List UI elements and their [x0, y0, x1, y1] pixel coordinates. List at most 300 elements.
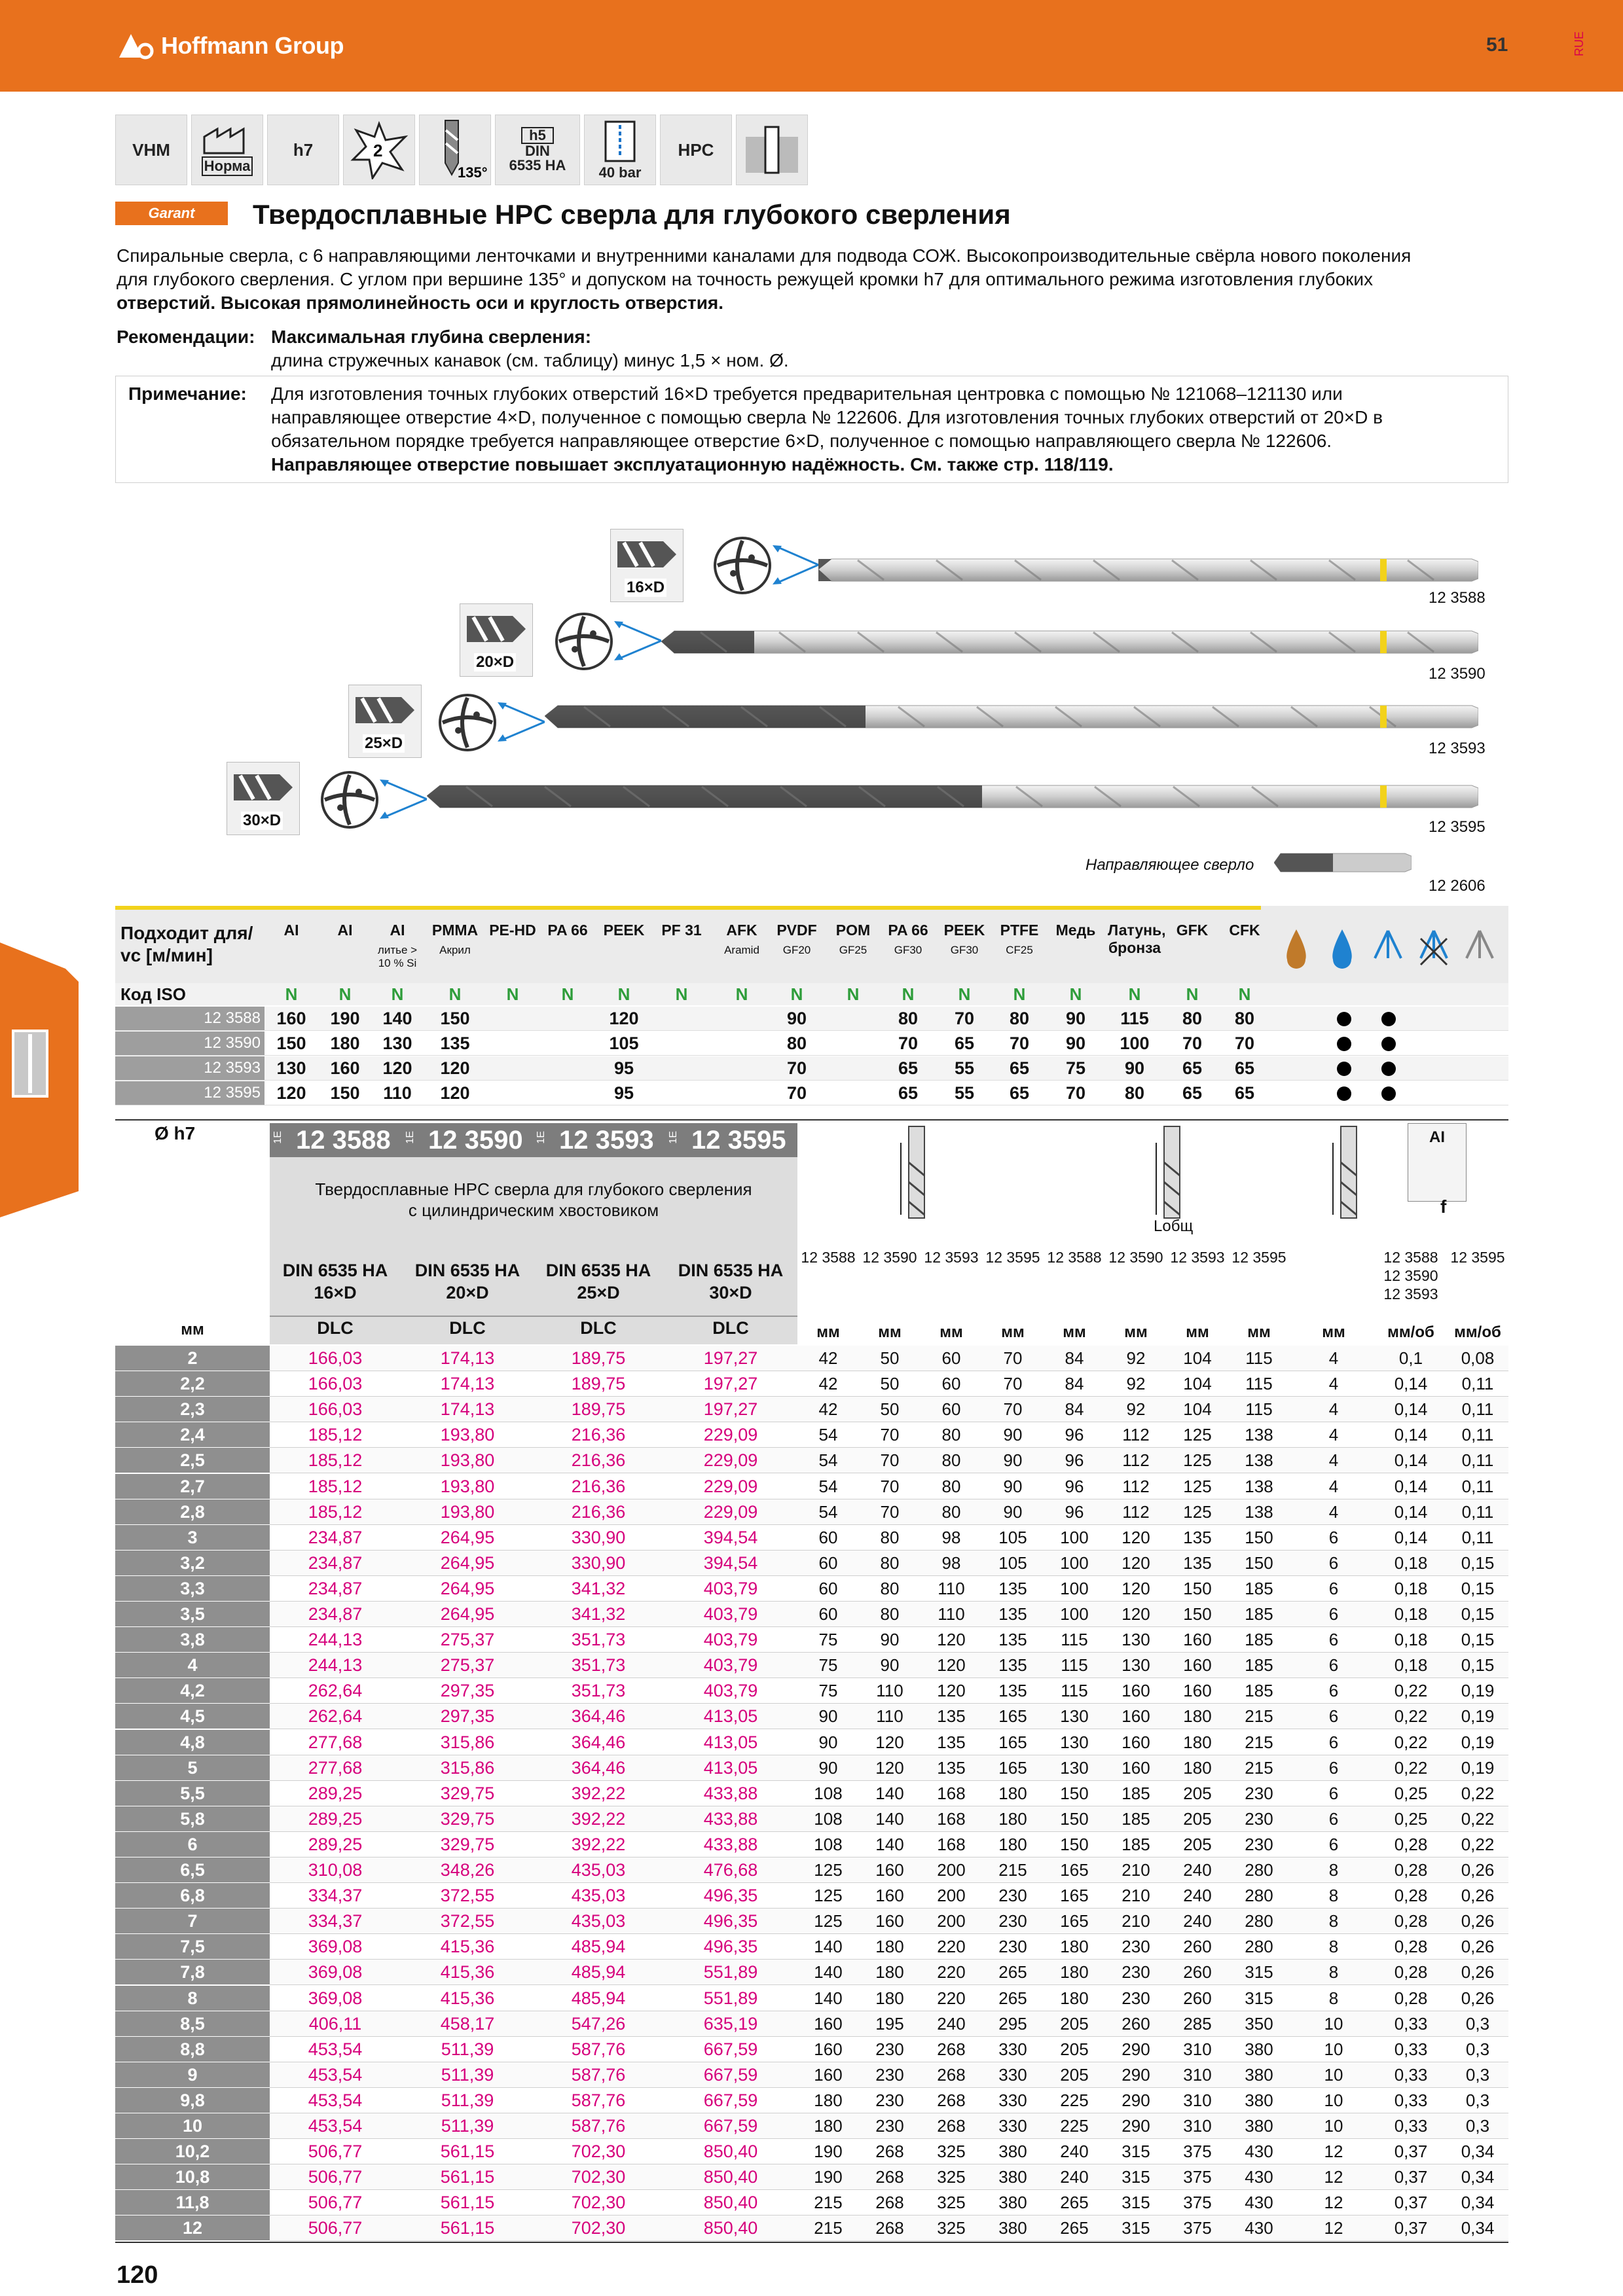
dimension-value: 230: [1122, 1937, 1150, 1957]
material-column-subheader: GF25: [839, 944, 867, 956]
dimension-value: 180: [875, 1962, 904, 1982]
vc-value: 70: [898, 1033, 919, 1053]
dimension-value: 150: [1183, 1578, 1212, 1598]
dimension-value: 0,22: [1394, 1732, 1428, 1752]
diameter-value: 8,5: [180, 2013, 205, 2034]
dimension-value: 90: [880, 1655, 900, 1676]
dimension-value: 90: [1003, 1450, 1023, 1471]
dimension-value: 6: [1328, 1630, 1339, 1650]
dimension-value: 215: [814, 2218, 843, 2238]
price-value: 435,03: [571, 1886, 626, 1906]
price-value: 561,15: [440, 2142, 495, 2162]
ratio-label: 30×D: [709, 1283, 752, 1302]
dimension-value: 185: [1245, 1681, 1273, 1701]
code-prefix: 1E: [536, 1131, 547, 1144]
dimension-value: 200: [937, 1860, 966, 1880]
dimension-value: 100: [1060, 1578, 1089, 1598]
dimension-value: 0,26: [1461, 1911, 1495, 1931]
dimension-value: 205: [1060, 2013, 1089, 2034]
dimension-value: 0,3: [1465, 2039, 1490, 2059]
dimension-value: 0,34: [1461, 2193, 1495, 2213]
dimension-value: 54: [818, 1501, 838, 1522]
material-column-header: PF 31: [661, 922, 702, 939]
price-value: 329,75: [440, 1834, 495, 1854]
dimension-value: 6: [1328, 1681, 1339, 1701]
suitable-dot: [1337, 1012, 1351, 1026]
dimension-value: 165: [1060, 1911, 1089, 1931]
price-value: 341,32: [571, 1578, 626, 1598]
vc-value: 65: [1009, 1083, 1030, 1103]
drill-body: [427, 779, 1478, 813]
dimension-value: 185: [1245, 1578, 1273, 1598]
dimension-value: 42: [818, 1399, 838, 1420]
drill-cross-section-icon: [437, 692, 498, 753]
price-value: 289,25: [308, 1783, 363, 1803]
dimension-value: 180: [998, 1808, 1027, 1829]
dimension-value: 125: [1183, 1501, 1212, 1522]
dimension-value: 8: [1328, 1988, 1339, 2008]
dimension-value: 180: [1183, 1757, 1212, 1778]
dimension-value: 165: [998, 1757, 1027, 1778]
dimension-value: 8: [1328, 1860, 1339, 1880]
language-code: RUE: [1573, 31, 1586, 57]
dimension-value: 185: [1122, 1783, 1150, 1803]
iso-code: N: [617, 984, 630, 1004]
dimension-value: 108: [814, 1834, 843, 1854]
dimension-value: 110: [938, 1578, 965, 1598]
dimension-value: 168: [937, 1834, 966, 1854]
dimension-value: 325: [937, 2218, 966, 2238]
dimension-value: 380: [998, 2193, 1027, 2213]
dimension-value: 112: [1122, 1476, 1150, 1496]
price-value: 392,22: [571, 1783, 626, 1803]
dimension-value: 140: [814, 1962, 843, 1982]
price-value: 635,19: [703, 2013, 758, 2034]
dimension-value: 375: [1183, 2218, 1212, 2238]
dimension-value: 0,26: [1461, 1886, 1495, 1906]
price-value: 394,54: [703, 1527, 758, 1547]
price-value: 551,89: [703, 1962, 758, 1982]
dimension-value: 230: [998, 1886, 1027, 1906]
suitable-dot: [1381, 1086, 1396, 1101]
price-value: 403,79: [703, 1655, 758, 1676]
table-top-line: [115, 1119, 1508, 1121]
dimension-value: 115: [1061, 1681, 1088, 1701]
dimension-value: 135: [1183, 1527, 1212, 1547]
vc-value: 150: [440, 1009, 470, 1028]
dimension-value: 315: [1245, 1988, 1273, 2008]
dimension-value: 230: [1122, 1988, 1150, 2008]
price-value: 453,54: [308, 2090, 363, 2110]
dimension-value: 315: [1122, 2218, 1150, 2238]
diameter-value: 2,7: [180, 1476, 205, 1496]
price-value: 315,86: [440, 1757, 495, 1778]
dimension-value: 10: [1324, 2090, 1343, 2110]
dimension-value: 0,19: [1461, 1706, 1495, 1727]
pilot-drill-code: 12 2606: [1429, 877, 1486, 895]
dimension-value: 0,22: [1461, 1808, 1495, 1829]
dimension-value: 0,26: [1461, 1988, 1495, 2008]
dimension-value: 130: [1060, 1732, 1089, 1752]
length-column-code: 12 3595: [1231, 1249, 1286, 1266]
dimension-value: 120: [937, 1681, 966, 1701]
dimension-value: 0,22: [1461, 1783, 1495, 1803]
dimension-value: 185: [1245, 1655, 1273, 1676]
dimension-value: 0,11: [1461, 1527, 1494, 1547]
dimension-value: 215: [1245, 1757, 1273, 1778]
product-code: 12 3595: [691, 1126, 786, 1155]
ratio-label: 25×D: [577, 1283, 620, 1302]
dimension-value: 138: [1245, 1501, 1273, 1522]
dimension-value: 220: [937, 1937, 966, 1957]
dimension-value: 54: [818, 1425, 838, 1445]
dimension-value: 70: [880, 1476, 900, 1496]
oil-drop-icon: [1277, 925, 1316, 971]
shank-din-icon: h5 DIN 6535 HA: [495, 115, 580, 185]
dimension-value: 230: [1245, 1808, 1273, 1829]
dimension-value: 375: [1183, 2193, 1212, 2213]
price-value: 369,08: [308, 1962, 363, 1982]
price-value: 234,87: [308, 1527, 363, 1547]
dimension-value: 380: [998, 2142, 1027, 2162]
price-value: 496,35: [703, 1937, 758, 1957]
dimension-value: 230: [875, 2090, 904, 2110]
dimension-value: 185: [1122, 1834, 1150, 1854]
unit-mmob: мм/об: [1387, 1323, 1434, 1341]
dimension-value: 140: [875, 1834, 904, 1854]
arrow-icon: [773, 542, 818, 588]
iso-code: N: [506, 984, 519, 1004]
dimension-value: 135: [998, 1578, 1027, 1598]
dimension-value: 430: [1245, 2142, 1273, 2162]
dimension-value: 310: [1183, 2090, 1212, 2110]
price-value: 234,87: [308, 1578, 363, 1598]
dimension-value: 92: [1126, 1374, 1146, 1394]
dimension-value: 430: [1245, 2193, 1273, 2213]
price-value: 216,36: [571, 1425, 626, 1445]
dimension-value: 135: [998, 1604, 1027, 1624]
iso-code: N: [735, 984, 748, 1004]
page-title: Твердосплавные HPC сверла для глубокого сверления: [253, 199, 1011, 230]
dimension-value: 115: [1061, 1630, 1088, 1650]
vc-value: 130: [382, 1033, 412, 1053]
dimension-value: 230: [875, 2116, 904, 2136]
dimension-value: 375: [1183, 2142, 1212, 2162]
dimension-value: 135: [937, 1732, 966, 1752]
price-value: 329,75: [440, 1808, 495, 1829]
dimension-value: 50: [880, 1348, 900, 1368]
suitable-dot: [1337, 1062, 1351, 1076]
iso-code: N: [1238, 984, 1251, 1004]
dimension-value: 180: [875, 1937, 904, 1957]
price-value: 453,54: [308, 2064, 363, 2085]
dimension-value: 75: [818, 1681, 838, 1701]
dimension-value: 185: [1245, 1630, 1273, 1650]
dimension-value: 140: [875, 1783, 904, 1803]
dimension-value: 160: [1122, 1681, 1150, 1701]
dimension-value: 125: [814, 1860, 843, 1880]
code-prefix: 1E: [405, 1131, 416, 1144]
price-value: 453,54: [308, 2116, 363, 2136]
dimension-value: 205: [1183, 1834, 1212, 1854]
price-value: 702,30: [571, 2142, 626, 2162]
price-value: 435,03: [571, 1911, 626, 1931]
unit-mm: мм: [1001, 1323, 1025, 1341]
price-value: 277,68: [308, 1757, 363, 1778]
brand-logo: [117, 31, 344, 60]
materials-label: Подходит для/: [120, 923, 253, 943]
dimension-value: 215: [1245, 1732, 1273, 1752]
dimension-value: 230: [998, 1937, 1027, 1957]
dimension-value: 350: [1245, 2013, 1273, 2034]
dimension-value: 280: [1245, 1937, 1273, 1957]
dimension-value: 130: [1122, 1630, 1150, 1650]
dimension-value: 110: [876, 1681, 903, 1701]
dimension-value: 0,25: [1394, 1783, 1428, 1803]
dimension-value: 4: [1328, 1476, 1339, 1496]
dimension-value: 0,11: [1461, 1450, 1494, 1471]
dimension-value: 0,11: [1461, 1374, 1494, 1394]
dimension-value: 268: [875, 2218, 904, 2238]
dimension-value: 0,28: [1394, 1834, 1428, 1854]
price-value: 289,25: [308, 1834, 363, 1854]
price-value: 403,79: [703, 1604, 758, 1624]
dimension-value: 84: [1065, 1348, 1084, 1368]
dimension-value: 190: [814, 2142, 843, 2162]
diameter-value: 4: [187, 1655, 198, 1676]
diameter-value: 3: [187, 1527, 198, 1547]
price-value: 392,22: [571, 1834, 626, 1854]
dimension-value: 210: [1122, 1886, 1150, 1906]
vc-value: 80: [1009, 1009, 1030, 1028]
dimension-value: 0,28: [1394, 1988, 1428, 2008]
din-label: DIN 6535 HA: [545, 1261, 651, 1280]
dimension-value: 42: [818, 1374, 838, 1394]
dimension-value: 92: [1126, 1348, 1146, 1368]
dimension-value: 168: [937, 1783, 966, 1803]
dimension-value: 165: [1060, 1886, 1089, 1906]
price-value: 485,94: [571, 1962, 626, 1982]
vc-value: 65: [1182, 1083, 1203, 1103]
dimension-value: 0,28: [1394, 1962, 1428, 1982]
dimension-value: 135: [998, 1681, 1027, 1701]
price-value: 351,73: [571, 1681, 626, 1701]
diameter-value: 10: [182, 2116, 203, 2136]
dimension-value: 240: [1060, 2142, 1089, 2162]
price-value: 216,36: [571, 1450, 626, 1471]
dimension-value: 260: [1183, 1937, 1212, 1957]
dimension-value: 185: [1122, 1808, 1150, 1829]
dimension-value: 165: [1060, 1860, 1089, 1880]
dimension-value: 98: [941, 1527, 961, 1547]
vc-value: 70: [954, 1009, 975, 1028]
dimension-value: 12: [1324, 2167, 1343, 2187]
dimension-value: 100: [1060, 1552, 1089, 1573]
dimension-value: 84: [1065, 1374, 1084, 1394]
dimension-value: 310: [1183, 2039, 1212, 2059]
dimension-value: 112: [1122, 1425, 1150, 1445]
dimension-value: 60: [818, 1527, 838, 1547]
dimension-value: 0,26: [1461, 1962, 1495, 1982]
diameter-value: 7,8: [180, 1962, 205, 1982]
norm-icon: Норма: [191, 115, 263, 185]
dimension-value: 240: [1060, 2167, 1089, 2187]
dimension-value: 70: [1003, 1348, 1023, 1368]
dimension-value: 125: [814, 1911, 843, 1931]
dimension-value: 130: [1122, 1655, 1150, 1676]
dimension-value: 380: [1245, 2064, 1273, 2085]
total-length-icon: [1152, 1123, 1192, 1221]
dimension-value: 0,22: [1461, 1834, 1495, 1854]
dimension-value: 115: [1245, 1374, 1273, 1394]
dimension-value: 80: [880, 1552, 900, 1573]
dimension-value: 240: [1183, 1886, 1212, 1906]
dimension-value: 0,18: [1394, 1578, 1428, 1598]
dimension-value: 100: [1060, 1604, 1089, 1624]
dimension-value: 180: [998, 1783, 1027, 1803]
dimension-value: 230: [1245, 1783, 1273, 1803]
vc-value: 150: [276, 1033, 306, 1053]
diameter-value: 4,5: [180, 1706, 205, 1727]
dimension-value: 325: [937, 2193, 966, 2213]
vc-value: 65: [954, 1033, 975, 1053]
dimension-value: 10: [1324, 2039, 1343, 2059]
table-bottom-line: [115, 2242, 1508, 2243]
dimension-value: 280: [1245, 1911, 1273, 1931]
dimension-value: 380: [998, 2167, 1027, 2187]
dimension-value: 105: [998, 1552, 1027, 1573]
product-code: 12 3590: [428, 1126, 523, 1155]
vc-value: 95: [613, 1058, 634, 1078]
price-value: 372,55: [440, 1886, 495, 1906]
price-value: 453,54: [308, 2039, 363, 2059]
vc-value: 90: [786, 1009, 807, 1028]
price-value: 310,08: [308, 1860, 363, 1880]
dimension-value: 260: [1183, 1962, 1212, 1982]
dimension-value: 315: [1122, 2167, 1150, 2187]
length-column-code: 12 3588: [801, 1249, 856, 1266]
page-number-top: 51: [1486, 34, 1508, 56]
price-value: 262,64: [308, 1706, 363, 1727]
dimension-value: 265: [998, 1988, 1027, 2008]
vc-value: 160: [330, 1058, 360, 1078]
material-column-subheader: литье > 10 % Si: [377, 944, 418, 969]
material-column-header: PA 66: [547, 922, 588, 939]
row-code: 12 3588: [204, 1009, 261, 1027]
price-value: 561,15: [440, 2218, 495, 2238]
dimension-value: 0,25: [1394, 1808, 1428, 1829]
dimension-value: 8: [1328, 1886, 1339, 1906]
price-value: 244,13: [308, 1630, 363, 1650]
row-code: 12 3593: [204, 1059, 261, 1077]
dimension-value: 60: [941, 1374, 961, 1394]
dimension-value: 120: [875, 1732, 904, 1752]
material-column-header: CFK: [1229, 922, 1260, 939]
price-value: 369,08: [308, 1937, 363, 1957]
price-value: 587,76: [571, 2090, 626, 2110]
price-value: 511,39: [441, 2039, 494, 2059]
dimension-value: 108: [814, 1783, 843, 1803]
dimension-value: 160: [875, 1860, 904, 1880]
dimension-value: 6: [1328, 1834, 1339, 1854]
dimension-value: 112: [1122, 1450, 1150, 1471]
dimension-value: 70: [880, 1425, 900, 1445]
price-value: 406,11: [308, 2013, 362, 2034]
price-value: 166,03: [308, 1348, 363, 1368]
dimension-value: 6: [1328, 1732, 1339, 1752]
dimension-value: 0,33: [1394, 2116, 1428, 2136]
material-column-subheader: GF30: [894, 944, 922, 956]
dimension-value: 6: [1328, 1552, 1339, 1573]
dimension-value: 0,28: [1394, 1886, 1428, 1906]
dimension-value: 80: [941, 1425, 961, 1445]
dimension-value: 0,33: [1394, 2090, 1428, 2110]
dimension-value: 54: [818, 1450, 838, 1471]
dimension-value: 140: [814, 1937, 843, 1957]
price-value: 458,17: [440, 2013, 495, 2034]
vc-value: 105: [609, 1033, 639, 1053]
unit-mm: мм: [1247, 1323, 1271, 1341]
vc-label: vc [м/мин]: [120, 945, 213, 965]
dimension-value: 70: [1003, 1399, 1023, 1420]
price-value: 297,35: [440, 1681, 495, 1701]
price-value: 277,68: [308, 1732, 363, 1752]
dimension-value: 4: [1328, 1374, 1339, 1394]
dimension-value: 0,28: [1394, 1860, 1428, 1880]
dimension-value: 120: [1122, 1552, 1150, 1573]
dimension-value: 380: [1245, 2039, 1273, 2059]
dimension-value: 205: [1183, 1783, 1212, 1803]
material-column-header: PE-HD: [489, 922, 536, 939]
price-value: 511,39: [441, 2064, 494, 2085]
dimension-value: 0,14: [1394, 1450, 1428, 1471]
dimension-value: 80: [941, 1450, 961, 1471]
dimension-value: 100: [1060, 1527, 1089, 1547]
material-column-header: Латунь, бронза: [1108, 922, 1166, 956]
note-text: Для изготовления точных глубоких отверстий 16×D требуется предварительная центровка с помощью № 121068–121130 или направляющее отверстие 4×D, полученное с помощью сверла № 122606. Для изготовления точных глубоких отверстий от 20×D в обязательном порядке требуется направляющее отверстие 6×D, полученное с помощью направляющего сверла № 122606. Направляющее отверстие повышает эксплуатационную надёжность. См. также стр. 118/119.: [271, 384, 1383, 475]
dimension-value: 115: [1061, 1655, 1088, 1676]
price-value: 341,32: [571, 1604, 626, 1624]
price-value: 667,59: [703, 2116, 758, 2136]
price-value: 289,25: [308, 1808, 363, 1829]
dimension-value: 290: [1122, 2090, 1150, 2110]
vc-value: 90: [1065, 1009, 1086, 1028]
dimension-value: 90: [880, 1630, 900, 1650]
diameter-value: 10,2: [175, 2142, 210, 2162]
dimension-value: 115: [1245, 1399, 1273, 1420]
dimension-value: 160: [1183, 1655, 1212, 1676]
price-value: 193,80: [440, 1425, 495, 1445]
diameter-value: 2: [187, 1348, 198, 1368]
diameter-value: 8: [187, 1988, 198, 2008]
dimension-value: 0,18: [1394, 1552, 1428, 1573]
iso-label: Код ISO: [120, 984, 186, 1004]
dimension-value: 80: [941, 1501, 961, 1522]
dimension-value: 140: [875, 1808, 904, 1829]
feed-column-code: 12 3590: [1383, 1267, 1438, 1284]
price-value: 850,40: [703, 2142, 758, 2162]
coating-label: DLC: [449, 1318, 486, 1338]
dimension-value: 90: [818, 1732, 838, 1752]
dimension-value: 0,19: [1461, 1757, 1495, 1778]
price-value: 496,35: [703, 1886, 758, 1906]
drill-body: [545, 699, 1478, 733]
dimension-value: 130: [1060, 1706, 1089, 1727]
dimension-value: 160: [1183, 1681, 1212, 1701]
dimension-value: 150: [1245, 1527, 1273, 1547]
dimension-value: 375: [1183, 2167, 1212, 2187]
vc-value: 120: [609, 1009, 639, 1028]
